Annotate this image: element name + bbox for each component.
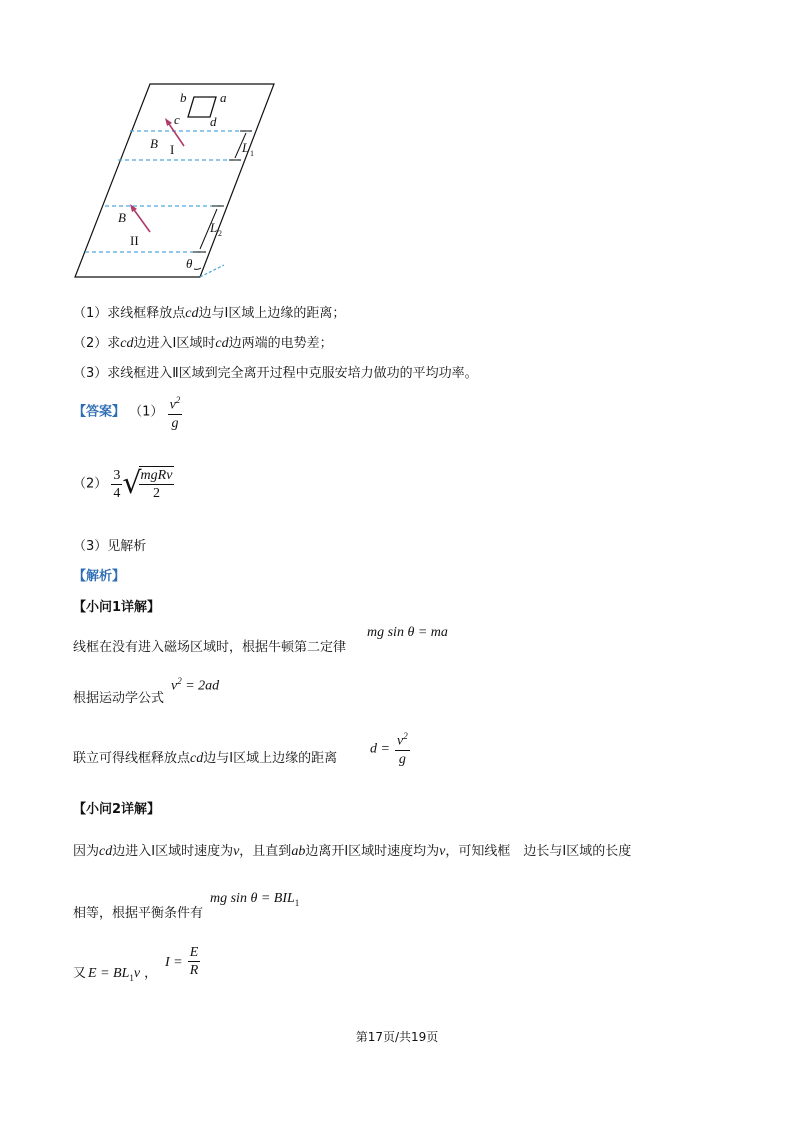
- label-L1-sub: 1: [250, 149, 254, 158]
- s2-eq1: mg $\sin \theta = BIL_1$: [210, 891, 300, 908]
- s2-line3: 又 $E = BL_1v$ ，: [73, 966, 158, 983]
- answer2-radicand: $\frac{\text{mgRv}}{2}$: [140, 468, 173, 501]
- label-B-region1: B: [150, 136, 158, 151]
- label-B-region2: B: [118, 210, 126, 225]
- sub1-title: 【小问1详解】: [73, 600, 161, 615]
- label-region1: I: [170, 142, 175, 157]
- s1-line2: 根据运动学公式: [73, 691, 165, 706]
- s1-eq2: $v^2 = 2ad$: [171, 676, 220, 694]
- inclined-plane-figure: [70, 80, 290, 285]
- label-b: b: [180, 90, 187, 105]
- label-L2: L: [210, 220, 218, 235]
- radical-sign: √: [122, 466, 142, 501]
- label-L1: L: [242, 140, 250, 155]
- question-1: （1）求线框释放点cd边与Ⅰ区域上边缘的距离；: [73, 306, 346, 321]
- answer-3: （3）见解析: [73, 539, 147, 554]
- answer-tag: 【答案】: [73, 404, 126, 420]
- s2-line1: 因为cd边进入Ⅰ区域时速度为v，且直到ab边离开Ⅰ区域时速度均为v，可知线框 边长与Ⅰ区域的长度: [73, 844, 632, 859]
- label-L2-sub: 2: [218, 229, 222, 238]
- s1-eq1: mg sin θ = ma: [367, 625, 448, 640]
- s1-eq3: d = $\frac{v^2}{g}$: [370, 728, 410, 768]
- label-a: a: [220, 90, 227, 105]
- label-c: c: [174, 112, 180, 127]
- s1-line1: 线框在没有进入磁场区域时，根据牛顿第二定律: [73, 640, 347, 655]
- field-arrowhead-region1: [165, 118, 172, 126]
- answer-1: 【答案】 （1） $\frac{v^2}{g}$: [73, 392, 182, 432]
- field-arrowhead-region2: [130, 204, 137, 212]
- s1-line3: 联立可得线框释放点cd边与Ⅰ区域上边缘的距离: [73, 751, 338, 766]
- s2-eq3: I = $\frac{E}{R}$: [165, 945, 199, 978]
- s2-line2: 相等，根据平衡条件有: [73, 906, 204, 921]
- analysis-tag: 【解析】: [73, 569, 126, 584]
- label-d: d: [210, 114, 217, 129]
- theta-arc: [194, 268, 201, 269]
- page-footer: 第17页/共19页: [355, 1030, 439, 1044]
- label-theta: θ: [186, 256, 193, 271]
- sub2-title: 【小问2详解】: [73, 802, 161, 817]
- answer-2: （2） $\frac{3}{4}$ √ $\frac{\text{mgRv}}{2}$: [73, 466, 173, 501]
- answer2-coefficient: $\frac{3}{4}$: [113, 467, 121, 501]
- answer1-fraction: $\frac{v^2}{g}$: [168, 392, 183, 432]
- question-3: （3）求线框进入Ⅱ区域到完全离开过程中克服安培力做功的平均功率。: [73, 366, 478, 381]
- question-2: （2）求cd边进入Ⅰ区域时cd边两端的电势差；: [73, 336, 333, 351]
- field-arrow-region2: [132, 207, 150, 232]
- label-region2: II: [130, 233, 139, 248]
